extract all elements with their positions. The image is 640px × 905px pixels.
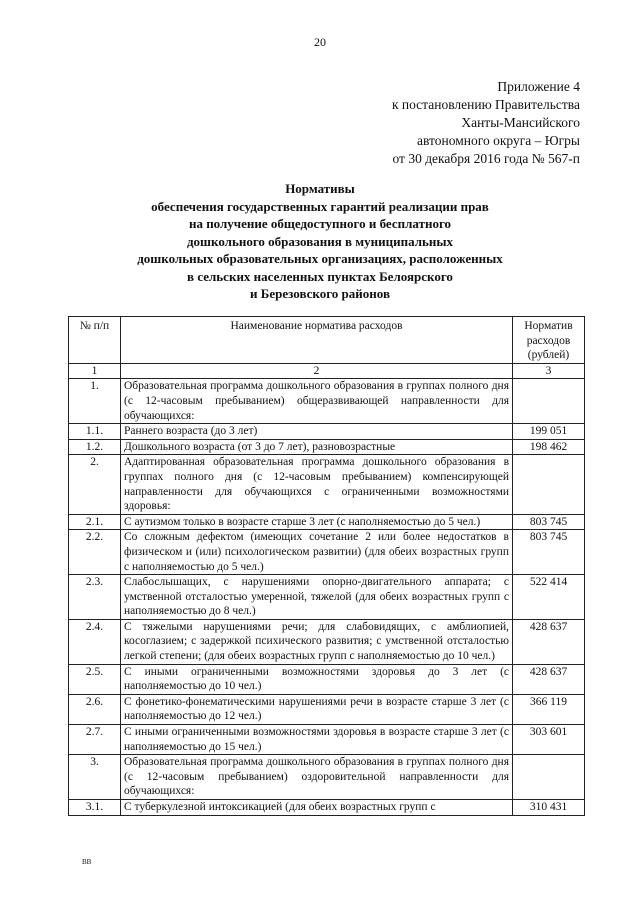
appendix-line: Ханты-Мансийского bbox=[461, 115, 580, 130]
row-num: 2.6. bbox=[69, 694, 121, 724]
title-line: дошкольного образования в муниципальных bbox=[186, 233, 454, 249]
row-name: Со сложным дефектом (имеющих сочетание 2 или более недостатков в физическом и (или) психологическом развитии) (для обеих возрастных групп с наполняемостью до 5 чел.) bbox=[121, 530, 513, 575]
appendix-line: от 30 декабря 2016 года № 567-п bbox=[392, 151, 580, 166]
row-num: 1. bbox=[69, 379, 121, 424]
table-index-row bbox=[69, 363, 585, 379]
title-line: обеспечения государственных гарантий реализации прав bbox=[151, 198, 489, 214]
row-value: 310 431 bbox=[513, 800, 585, 816]
index-cell: 3 bbox=[513, 363, 585, 379]
row-num: 1.1. bbox=[69, 424, 121, 440]
title-line: дошкольных образовательных организациях, расположенных bbox=[137, 251, 503, 266]
table-row bbox=[69, 755, 585, 800]
row-name: Образовательная программа дошкольного образования в группах полного дня (с 12-часовым пребыванием) оздоровительной направленности для обучающихся: bbox=[121, 755, 513, 800]
row-name: Образовательная программа дошкольного образования в группах полного дня (с 12-часовым пребыванием) общеразвивающей направленности для обучающихся: bbox=[121, 379, 513, 424]
table-header-row bbox=[69, 317, 585, 364]
row-value: 198 462 bbox=[513, 439, 585, 455]
header-value: Норматив расходов (рублей) bbox=[513, 317, 585, 364]
row-name: Слабослышащих, с нарушениями опорно-двигательного аппарата; с умственной отсталостью умеренной, тяжелой (для обеих возрастных групп с наполняемостью до 8 чел.) bbox=[121, 575, 513, 620]
header-num: № п/п bbox=[69, 317, 121, 364]
row-value: 803 745 bbox=[513, 530, 585, 575]
table-row bbox=[69, 530, 585, 575]
title-line: на получение общедоступного и бесплатного bbox=[188, 216, 452, 231]
row-value bbox=[513, 379, 585, 424]
table-row bbox=[69, 694, 585, 724]
row-num: 2.5. bbox=[69, 664, 121, 694]
row-value: 428 637 bbox=[513, 619, 585, 664]
row-num: 3.1. bbox=[69, 800, 121, 816]
index-cell: 2 bbox=[121, 363, 513, 379]
table-row bbox=[69, 664, 585, 694]
row-value: 303 601 bbox=[513, 725, 585, 755]
table-row bbox=[69, 619, 585, 664]
appendix-block bbox=[392, 78, 580, 168]
row-name: Дошкольного возраста (от 3 до 7 лет), разновозрастные bbox=[121, 439, 513, 455]
row-value bbox=[513, 455, 585, 514]
appendix-line: автономного округа – Югры bbox=[417, 133, 580, 148]
header-name: Наименование норматива расходов bbox=[121, 317, 513, 364]
row-name: С аутизмом только в возрасте старше 3 лет (с наполняемостью до 5 чел.) bbox=[121, 514, 513, 530]
index-cell: 1 bbox=[69, 363, 121, 379]
row-num: 2.2. bbox=[69, 530, 121, 575]
table-row bbox=[69, 725, 585, 755]
row-value bbox=[513, 755, 585, 800]
row-num: 2. bbox=[69, 455, 121, 514]
row-name: Раннего возраста (до 3 лет) bbox=[121, 424, 513, 440]
table-row bbox=[69, 424, 585, 440]
title-line: в сельских населенных пунктах Белоярского bbox=[187, 268, 453, 284]
row-num: 2.3. bbox=[69, 575, 121, 620]
title-line: и Березовского районов bbox=[250, 286, 390, 301]
row-name: С иными ограниченными возможностями здоровья до 3 лет (с наполняемостью до 10 чел.) bbox=[121, 664, 513, 694]
row-num: 2.4. bbox=[69, 619, 121, 664]
row-value: 803 745 bbox=[513, 514, 585, 530]
row-value: 199 051 bbox=[513, 424, 585, 440]
table-row bbox=[69, 514, 585, 530]
table-row bbox=[69, 379, 585, 424]
title-line: Нормативы bbox=[285, 181, 355, 196]
page-number: 20 bbox=[314, 35, 326, 49]
table-row bbox=[69, 455, 585, 514]
row-value: 522 414 bbox=[513, 575, 585, 620]
footer-code: ВВ bbox=[82, 858, 92, 866]
row-num: 1.2. bbox=[69, 439, 121, 455]
row-value: 428 637 bbox=[513, 664, 585, 694]
table-row bbox=[69, 575, 585, 620]
row-num: 3. bbox=[69, 755, 121, 800]
row-num: 2.1. bbox=[69, 514, 121, 530]
row-name: С тяжелыми нарушениями речи; для слабовидящих, с амблиопией, косоглазием; с задержкой психического развития; с умственной отсталостью легкой степени; (для обеих возрастных групп с наполняемостью до 10 чел.) bbox=[121, 619, 513, 664]
norms-table bbox=[68, 316, 585, 816]
row-name: Адаптированная образовательная программа дошкольного образования в группах полного дня (с 12-часовым пребыванием) компенсирующей направленности для обучающихся с ограниченными возможностями здоровья: bbox=[121, 455, 513, 514]
table-row bbox=[69, 439, 585, 455]
row-name: С иными ограниченными возможностями здоровья в возрасте старше 3 лет (с наполняемостью до 15 чел.) bbox=[121, 725, 513, 755]
table-row bbox=[69, 800, 585, 816]
row-name: С фонетико-фонематическими нарушениями речи в возрасте старше 3 лет (с наполняемостью до 12 чел.) bbox=[121, 694, 513, 724]
row-name: С туберкулезной интоксикацией (для обеих возрастных групп с bbox=[121, 800, 513, 816]
row-value: 366 119 bbox=[513, 694, 585, 724]
appendix-line: Приложение 4 bbox=[497, 79, 580, 94]
appendix-line: к постановлению Правительства bbox=[391, 97, 580, 112]
row-num: 2.7. bbox=[69, 725, 121, 755]
document-title bbox=[70, 180, 570, 303]
